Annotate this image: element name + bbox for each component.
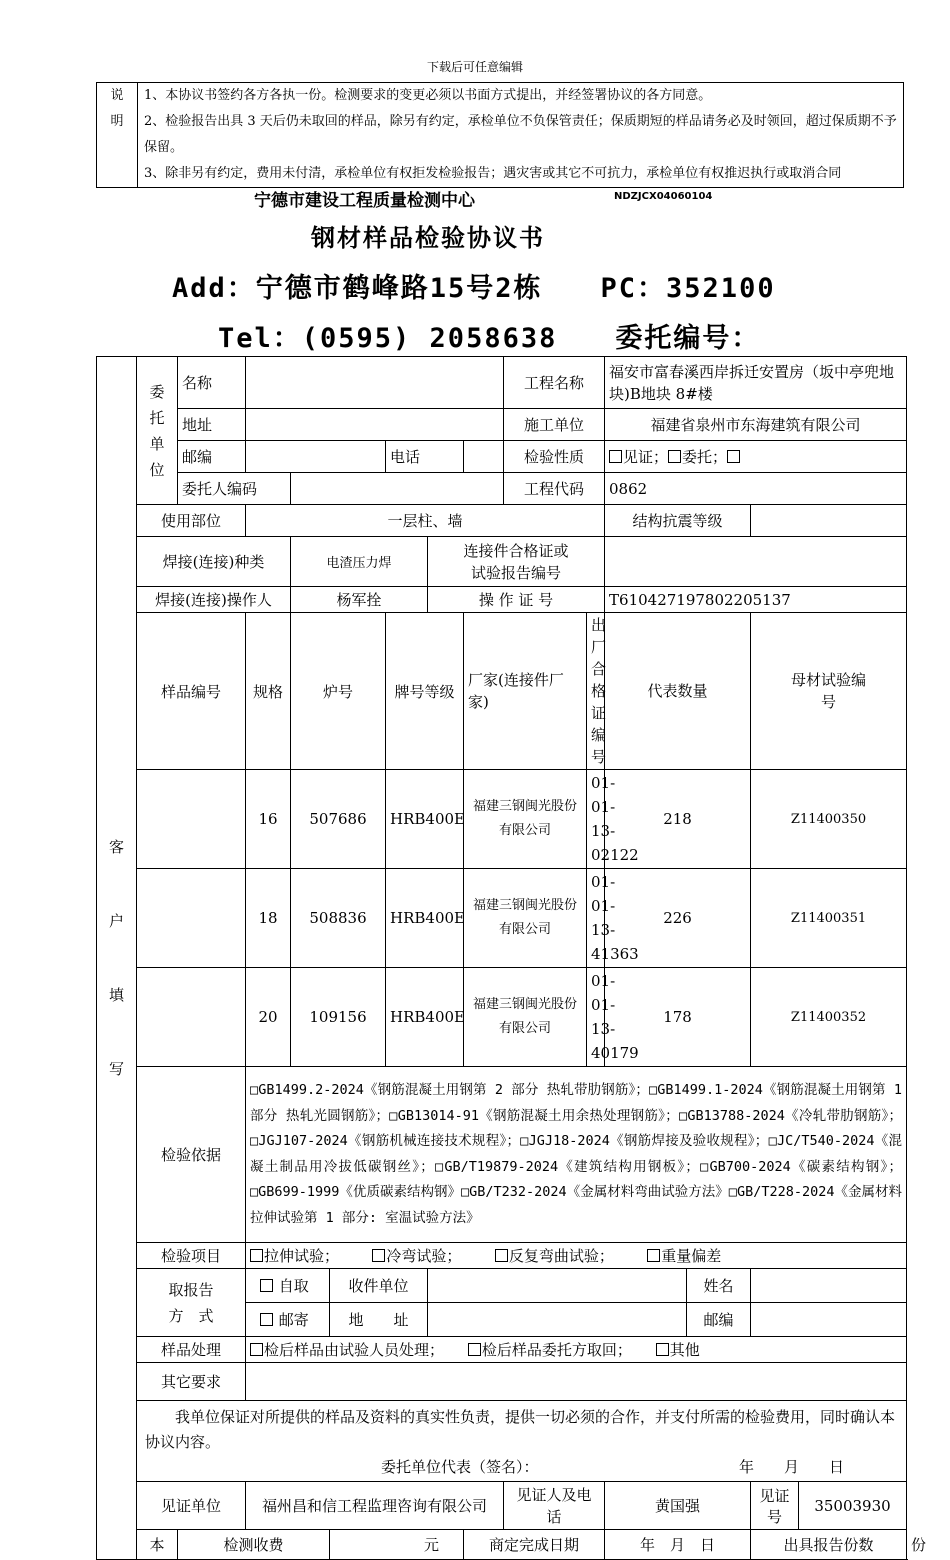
completion-date-label: 商定完成日期 [464, 1530, 605, 1560]
row1-cert-no: 01-01-13-02122 [587, 770, 605, 869]
cold-bend-label: 冷弯试验； [386, 1247, 462, 1265]
org-name: 宁德市建设工程质量检测中心 [254, 191, 475, 211]
table-row [97, 968, 907, 1067]
doc-code: NDZJCX04060104 [614, 191, 713, 202]
disposal-label: 样品处理 [137, 1337, 246, 1363]
col-furnace: 炉号 [291, 613, 386, 770]
col-spec: 规格 [246, 613, 291, 770]
row3-spec: 20 [246, 968, 291, 1067]
basis-standards[interactable]: □GB1499.2-2024《钢筋混凝土用钢第 2 部分 热轧带肋钢筋》；□GB1499.1-2024《钢筋混凝土用钢第 1 部分 热轧光圆钢筋》；□GB13014-91《钢筋混凝土用余热处理钢筋》；□GB13788-2024《冷轧带肋钢筋》；□JGJ107-2024《钢筋机械连接技术规程》；□JGJ18-2024《钢筋焊接及验收规程》；□JC/T540-2024《混凝土制品用冷拔低碳钢丝》；□GB/T19879-2024《建筑结构用钢板》；□GB700-2024《碳素结构钢》；□GB699-1999《优质碳素结构钢》□GB/T232-2024《金属材料弯曲试验方法》□GB/T228-2024《金属材料拉伸试验第 1 部分: 室温试验方法》 [246, 1067, 907, 1243]
tensile-label: 拉伸试验； [264, 1247, 340, 1265]
report-self-option [246, 1269, 330, 1303]
mail-postcode-label: 邮编 [687, 1303, 751, 1337]
row3-qty: 178 [605, 968, 751, 1067]
table-row [97, 869, 907, 968]
nature-witness-checkbox[interactable] [609, 450, 622, 463]
row1-grade: HRB400E [386, 770, 464, 869]
nature-other-checkbox[interactable] [727, 450, 740, 463]
receiver-label: 收件单位 [330, 1269, 428, 1303]
report-method-label: 取报告 方 式 [137, 1269, 246, 1337]
address-line: Add：宁德市鹤峰路15号2栋 PC：352100 [172, 273, 776, 304]
col-qty: 代表数量 [605, 613, 751, 770]
row2-qty: 226 [605, 869, 751, 968]
row3-maker: 福建三钢闽光股份有限公司 [464, 968, 587, 1067]
weld-cert-value[interactable] [605, 537, 907, 587]
row2-grade: HRB400E [386, 869, 464, 968]
mail-label: 邮寄 [278, 1311, 309, 1329]
col-parent-no: 母材试验编 号 [751, 613, 907, 770]
witness-unit-value[interactable]: 福州昌和信工程监理咨询有限公司 [246, 1482, 504, 1530]
other-field[interactable] [246, 1363, 907, 1401]
op-cert-label: 操 作 证 号 [428, 587, 605, 613]
mail-postcode-field[interactable] [751, 1303, 907, 1337]
items-label: 检验项目 [137, 1243, 246, 1269]
tel-line: Tel：(0595) 2058638 委托编号： [218, 323, 761, 354]
op-cert-value[interactable]: T610427197802205137 [605, 587, 907, 613]
witness-unit-label: 见证单位 [137, 1482, 246, 1530]
disposal-return-checkbox[interactable] [468, 1343, 481, 1356]
notes-label: 说明 [97, 83, 138, 188]
witness-cert-value[interactable]: 35003930 [799, 1482, 907, 1530]
row2-sample-no[interactable] [137, 869, 246, 968]
row1-maker: 福建三钢闽光股份有限公司 [464, 770, 587, 869]
declaration [137, 1401, 907, 1482]
witness-cert-label: 见证号 [751, 1482, 799, 1530]
row2-parent-no: Z11400351 [751, 869, 907, 968]
weight-deviation-checkbox[interactable] [647, 1249, 660, 1262]
sign-date: 年 月 日 [739, 1458, 845, 1476]
row3-sample-no[interactable] [137, 968, 246, 1067]
col-sample-no: 样品编号 [137, 613, 246, 770]
disposal-other-label: 其他 [669, 1341, 700, 1359]
col-grade: 牌号等级 [386, 613, 464, 770]
row2-furnace: 508836 [291, 869, 386, 968]
tensile-checkbox[interactable] [250, 1249, 263, 1262]
row2-spec: 18 [246, 869, 291, 968]
mail-address-label: 地 址 [330, 1303, 428, 1337]
witness-person-label: 见证人及电话 [504, 1482, 605, 1530]
repeat-bend-checkbox[interactable] [495, 1249, 508, 1262]
weld-cert-label: 连接件合格证或 试验报告编号 [428, 537, 605, 587]
note-line-3: 3、除非另有约定，费用未付清，承检单位有权拒发检验报告；遇灾害或其它不可抗力，承检单位有权推迟执行或取消合同 [144, 166, 842, 181]
address-field[interactable] [246, 409, 504, 441]
repeat-bend-label: 反复弯曲试验； [508, 1247, 614, 1265]
receiver-field[interactable] [428, 1269, 687, 1303]
note-line-1: 1、本协议书签约各方各执一份。检测要求的变更必须以书面方式提出，并经签署协议的各方同意。 [144, 88, 712, 103]
row1-furnace: 507686 [291, 770, 386, 869]
bottom-first: 本 [137, 1530, 178, 1560]
postcode-label: 邮编 [178, 441, 246, 473]
name-field[interactable] [246, 357, 504, 409]
disposal-options [246, 1337, 907, 1363]
recipient-name-field[interactable] [751, 1269, 907, 1303]
table-row [97, 770, 907, 869]
project-code-value[interactable]: 0862 [605, 473, 907, 505]
fee-unit: 元 [423, 1536, 439, 1554]
recipient-name-label: 姓名 [687, 1269, 751, 1303]
row1-sample-no[interactable] [137, 770, 246, 869]
row2-maker: 福建三钢闽光股份有限公司 [464, 869, 587, 968]
postcode-field[interactable] [246, 441, 386, 473]
declaration-text: 我单位保证对所提供的样品及资料的真实性负责，提供一切必须的合作，并支付所需的检验费用，同时确认本协议内容。 [145, 1408, 896, 1451]
seismic-value[interactable] [751, 505, 907, 537]
disposal-lab-checkbox[interactable] [250, 1343, 263, 1356]
client-code-label: 委托人编码 [178, 473, 291, 505]
nature-witness-label: 见证； [623, 448, 669, 466]
project-name-value[interactable]: 福安市富春溪西岸拆迁安置房（坂中亭兜地块)B地块 8#楼 [605, 357, 907, 409]
usage-value[interactable]: 一层柱、墙 [246, 505, 605, 537]
report-copies-label: 出具报告份数 [751, 1530, 907, 1560]
note-line-2: 2、检验报告出具 3 天后仍未取回的样品，除另有约定，承检单位不负保管责任；保质期短的样品请务必及时领回，超过保质期不予保留。 [144, 114, 897, 155]
mail-address-field[interactable] [428, 1303, 687, 1337]
disposal-other-checkbox[interactable] [656, 1343, 669, 1356]
items-options [246, 1243, 907, 1269]
copies-unit: 份 [911, 1536, 927, 1554]
contractor-value[interactable]: 福建省泉州市东海建筑有限公司 [605, 409, 907, 441]
row1-qty: 218 [605, 770, 751, 869]
row3-furnace: 109156 [291, 968, 386, 1067]
representative-signature-label: 委托单位代表（签名）： [381, 1458, 539, 1476]
mail-checkbox[interactable] [260, 1313, 273, 1326]
nature-commission-label: 委托； [682, 448, 728, 466]
nature-label: 检验性质 [504, 441, 605, 473]
completion-date-field[interactable]: 年 月 日 [605, 1530, 751, 1560]
row2-cert-no: 01-01-13-41363 [587, 869, 605, 968]
fee-label: 检测收费 [178, 1530, 330, 1560]
col-cert-no: 出厂合格证 编 号 [587, 613, 605, 770]
doc-title: 钢材样品检验协议书 [311, 224, 545, 252]
cold-bend-checkbox[interactable] [372, 1249, 385, 1262]
fee-field[interactable] [330, 1530, 464, 1560]
row3-grade: HRB400E [386, 968, 464, 1067]
phone-field[interactable] [464, 441, 504, 473]
phone-label: 电话 [386, 441, 464, 473]
row1-spec: 16 [246, 770, 291, 869]
project-name-label: 工程名称 [504, 357, 605, 409]
header-note: 下载后可任意编辑 [426, 60, 523, 74]
weight-deviation-label: 重量偏差 [661, 1247, 722, 1265]
nature-options [605, 441, 907, 473]
col-maker: 厂家(连接件厂家) [464, 613, 587, 770]
name-label: 名称 [178, 357, 246, 409]
notes-content [138, 83, 904, 188]
seismic-label: 结构抗震等级 [605, 505, 751, 537]
nature-commission-checkbox[interactable] [668, 450, 681, 463]
contractor-label: 施工单位 [504, 409, 605, 441]
disposal-return-label: 检后样品委托方取回； [481, 1341, 632, 1359]
address-label: 地址 [178, 409, 246, 441]
weld-type-value[interactable]: 电渣压力焊 [291, 537, 428, 587]
report-mail-option [246, 1303, 330, 1337]
row3-parent-no: Z11400352 [751, 968, 907, 1067]
witness-person-value[interactable]: 黄国强 [605, 1482, 751, 1530]
main-form [96, 356, 927, 1560]
usage-label: 使用部位 [137, 505, 246, 537]
operator-value[interactable]: 杨军拴 [291, 587, 428, 613]
side-label: 客 户 填 写 [97, 357, 137, 1560]
self-pickup-label: 自取 [278, 1277, 309, 1295]
disposal-lab-label: 检后样品由试验人员处理； [264, 1341, 445, 1359]
self-pickup-checkbox[interactable] [260, 1279, 273, 1292]
operator-label: 焊接(连接)操作人 [137, 587, 291, 613]
client-group-label: 委托单位 [137, 357, 178, 505]
project-code-label: 工程代码 [504, 473, 605, 505]
basis-label: 检验依据 [137, 1067, 246, 1243]
row3-cert-no: 01-01-13-40179 [587, 968, 605, 1067]
notes-table [96, 82, 904, 188]
client-code-field[interactable] [291, 473, 504, 505]
row1-parent-no: Z11400350 [751, 770, 907, 869]
other-label: 其它要求 [137, 1363, 246, 1401]
weld-type-label: 焊接(连接)种类 [137, 537, 291, 587]
